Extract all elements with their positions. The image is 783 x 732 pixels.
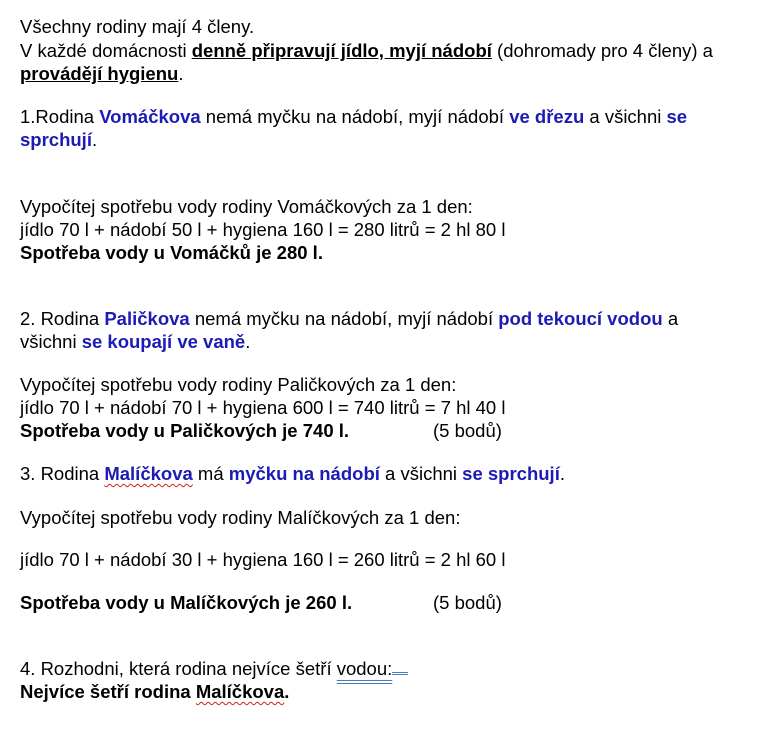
highlight: se [666,106,688,127]
task3-result: Spotřeba vody u Malíčkových je 260 l. [20,592,353,613]
task1-result: Spotřeba vody u Vomáčků je 280 l. [20,242,323,263]
task2-line-1 [20,308,678,330]
family-name: Paličkova [104,308,190,329]
task-text: a [662,308,679,329]
task-text: všichni [20,331,82,352]
task-text: 1.Rodina [20,106,100,127]
task-text: . [559,463,565,484]
intro-text: Všechny rodiny mají 4 členy. [20,16,255,37]
task4-question [20,658,408,680]
task3-calc-title: Vypočítej spotřebu vody rodiny Malíčkových za 1 den: [20,507,461,528]
family-name: Malíčkova [104,463,193,484]
highlight: se koupají ve vaně [81,331,246,352]
intro-line-2 [20,40,713,62]
highlight: se sprchují [462,463,560,484]
intro-text: V každé domácnosti [20,40,192,61]
task3-line-1 [20,463,565,485]
task-text: má [192,463,229,484]
task1-calc: jídlo 70 l + nádobí 50 l + hygiena 160 l = 280 litrů = 2 hl 80 l [20,219,506,240]
task2-result: Spotřeba vody u Paličkových je 740 l. [20,420,350,441]
intro-line-3 [20,63,183,85]
highlight: myčku na nádobí [228,463,380,484]
answer-field: vodou: [336,658,393,679]
task-text: a všichni [379,463,463,484]
task-text: nemá myčku na nádobí, myjí nádobí [200,106,510,127]
highlight: pod tekoucí vodou [498,308,663,329]
task-text: 2. Rodina [20,308,105,329]
task-text: . [245,331,251,352]
task1-line-1 [20,106,687,128]
task1-calc-title: Vypočítej spotřebu vody rodiny Vomáčkových za 1 den: [20,196,473,217]
intro-emphasis: provádějí hygienu [20,63,179,84]
task-text: 3. Rodina [20,463,105,484]
task1-line-2 [20,129,97,151]
task-text: a všichni [584,106,667,127]
answer-line [392,658,408,675]
task2-line-2 [20,331,250,353]
intro-line-1 [20,16,254,38]
task3-calc: jídlo 70 l + nádobí 30 l + hygiena 160 l = 260 litrů = 2 hl 60 l [20,549,506,570]
task-text: . [91,129,98,150]
answer-text: . [284,681,290,702]
task-text: nemá myčku na nádobí, myjí nádobí [189,308,499,329]
task3-points: (5 bodů) [433,592,502,613]
intro-text: (dohromady pro 4 členy) a [491,40,713,61]
highlight: ve dřezu [509,106,585,127]
answer-text: Nejvíce šetří rodina [20,681,196,702]
task2-calc-title: Vypočítej spotřebu vody rodiny Paličkových za 1 den: [20,374,457,395]
task4-answer [20,681,289,703]
family-name: Vomáčkova [99,106,201,127]
task2-points: (5 bodů) [433,420,502,441]
intro-text: . [178,63,184,84]
intro-emphasis: denně připravují jídlo, myjí nádobí [191,40,492,61]
highlight: sprchují [20,129,92,150]
task-text: 4. Rozhodni, která rodina nejvíce šetří [20,658,337,679]
task2-calc: jídlo 70 l + nádobí 70 l + hygiena 600 l = 740 litrů = 7 hl 40 l [20,397,506,418]
answer-family: Malíčkova [195,681,285,702]
